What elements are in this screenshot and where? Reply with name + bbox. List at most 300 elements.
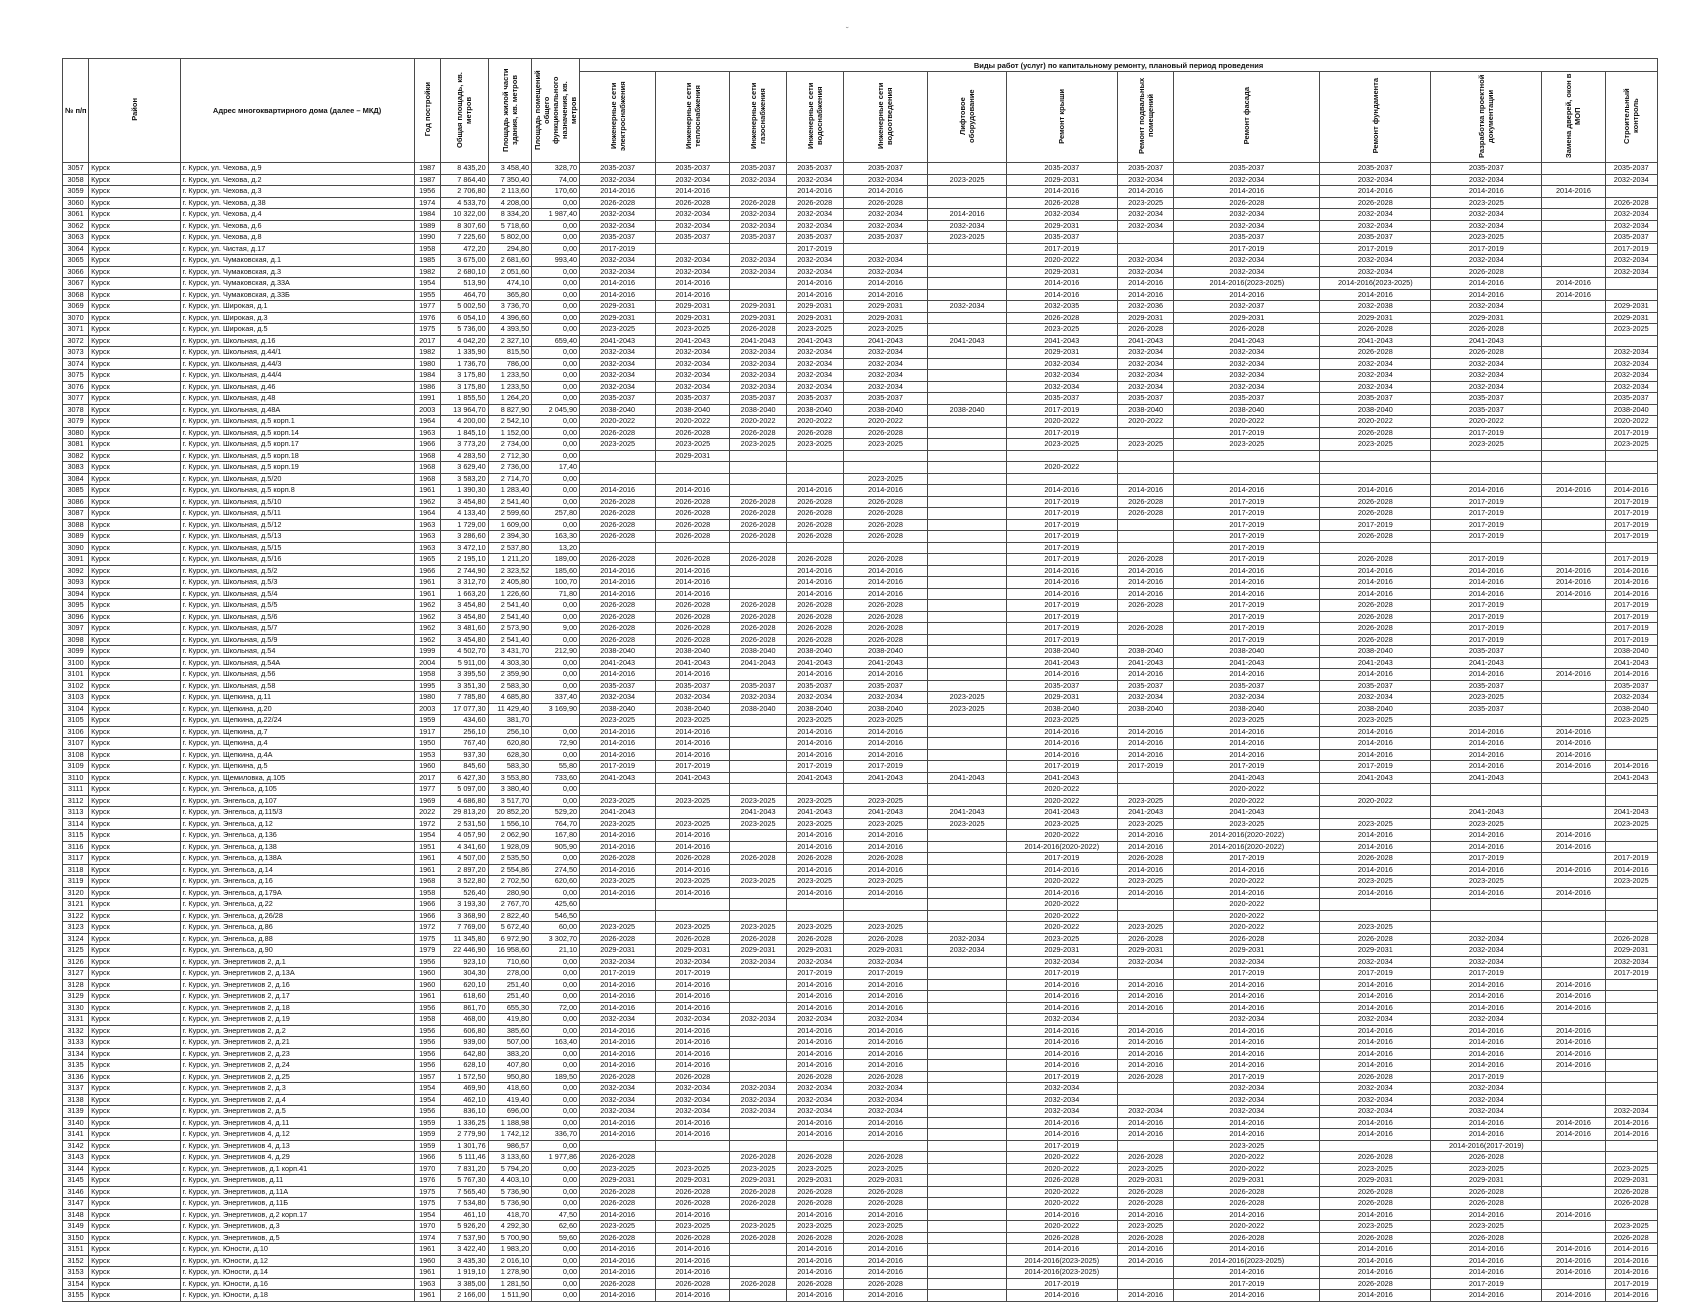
cell-sewer: 2014-2016 [843,278,928,290]
cell-living-area: 1 211,20 [488,554,532,566]
cell-living-area: 5 718,60 [488,220,532,232]
cell-doors-windows [1542,209,1605,221]
cell-roof: 2032-2034 [1006,956,1117,968]
cell-construction-control: 2029-2031 [1605,312,1657,324]
cell-num: 3082 [63,450,89,462]
cell-heating: 2026-2028 [656,554,730,566]
cell-water: 2026-2028 [786,1232,843,1244]
cell-roof: 2014-2016 [1006,1209,1117,1221]
cell-heating: 2014-2016 [656,726,730,738]
cell-district: Курск [89,289,180,301]
cell-foundation: 2014-2016 [1320,1209,1431,1221]
cell-roof: 2014-2016 [1006,1117,1117,1129]
cell-design-docs: 2041-2043 [1431,657,1542,669]
cell-total-area: 1 572,50 [440,1071,488,1083]
cell-roof: 2017-2019 [1006,853,1117,865]
cell-sewer: 2017-2019 [843,968,928,980]
cell-doors-windows: 2014-2016 [1542,979,1605,991]
cell-district: Курск [89,715,180,727]
cell-heating: 2014-2016 [656,830,730,842]
cell-facade: 2032-2034 [1174,956,1320,968]
cell-roof: 2029-2031 [1006,174,1117,186]
cell-sewer: 2014-2016 [843,1048,928,1060]
cell-heating: 2014-2016 [656,841,730,853]
cell-living-area: 1 233,50 [488,370,532,382]
table-row [63,220,1658,232]
cell-water [786,542,843,554]
cell-design-docs: 2014-2016 [1431,1267,1542,1279]
cell-living-area: 2 323,52 [488,565,532,577]
cell-num: 3107 [63,738,89,750]
cell-elevator [928,243,1006,255]
cell-living-area: 294,80 [488,243,532,255]
cell-elevator [928,542,1006,554]
cell-facade: 2032-2034 [1174,1083,1320,1095]
cell-living-area: 2 537,80 [488,542,532,554]
cell-doors-windows: 2014-2016 [1542,726,1605,738]
table-row [63,289,1658,301]
cell-water: 2014-2016 [786,979,843,991]
cell-electric: 2035-2037 [580,163,656,175]
cell-num: 3151 [63,1244,89,1256]
cell-basement: 2023-2025 [1117,197,1174,209]
cell-basement: 2023-2025 [1117,876,1174,888]
cell-basement [1117,243,1174,255]
cell-facade: 2014-2016 [1174,1209,1320,1221]
cell-basement: 2014-2016 [1117,1048,1174,1060]
cell-total-area: 5 926,20 [440,1221,488,1233]
cell-num: 3072 [63,335,89,347]
cell-basement: 2014-2016 [1117,726,1174,738]
cell-sewer: 2014-2016 [843,979,928,991]
cell-total-area: 4 686,80 [440,795,488,807]
cell-sewer: 2032-2034 [843,209,928,221]
cell-sewer: 2026-2028 [843,1232,928,1244]
cell-heating: 2026-2028 [656,508,730,520]
cell-basement: 2032-2036 [1117,301,1174,313]
cell-foundation: 2014-2016 [1320,1255,1431,1267]
cell-construction-control: 2041-2043 [1605,807,1657,819]
cell-num: 3088 [63,519,89,531]
cell-year: 1984 [414,370,440,382]
cell-address: г. Курск, ул. Школьная, д.5/13 [180,531,414,543]
cell-district: Курск [89,220,180,232]
cell-num: 3137 [63,1083,89,1095]
cell-roof: 2014-2016 [1006,1025,1117,1037]
cell-living-area: 986,57 [488,1140,532,1152]
cell-elevator [928,1186,1006,1198]
cell-sewer: 2026-2028 [843,496,928,508]
cell-heating [656,243,730,255]
cell-sewer: 2023-2025 [843,876,928,888]
cell-heating: 2014-2016 [656,1267,730,1279]
cell-total-area: 1 663,20 [440,588,488,600]
cell-total-area: 464,70 [440,289,488,301]
cell-year: 1975 [414,933,440,945]
cell-design-docs [1431,542,1542,554]
cell-gas: 2038-2040 [730,703,787,715]
cell-basement [1117,715,1174,727]
cell-water: 2023-2025 [786,1221,843,1233]
cell-nonres-area: 170,60 [532,186,580,198]
cell-year: 1961 [414,485,440,497]
cell-construction-control: 2014-2016 [1605,1117,1657,1129]
cell-water: 2023-2025 [786,1163,843,1175]
cell-year: 1956 [414,1106,440,1118]
cell-doors-windows: 2014-2016 [1542,749,1605,761]
cell-basement: 2032-2034 [1117,370,1174,382]
cell-construction-control: 2032-2034 [1605,956,1657,968]
cell-elevator [928,1025,1006,1037]
cell-heating: 2032-2034 [656,174,730,186]
cell-basement: 2041-2043 [1117,807,1174,819]
cell-total-area: 3 773,20 [440,439,488,451]
cell-design-docs [1431,473,1542,485]
cell-num: 3057 [63,163,89,175]
cell-facade: 2026-2028 [1174,1198,1320,1210]
cell-water: 2032-2034 [786,347,843,359]
cell-roof: 2035-2037 [1006,393,1117,405]
table-row [63,692,1658,704]
cell-sewer: 2032-2034 [843,347,928,359]
cell-sewer: 2014-2016 [843,749,928,761]
cell-year: 1957 [414,1071,440,1083]
cell-year: 1956 [414,1060,440,1072]
cell-nonres-area: 0,00 [532,1163,580,1175]
cell-construction-control: 2026-2028 [1605,1232,1657,1244]
cell-living-area: 419,40 [488,1094,532,1106]
cell-total-area: 462,10 [440,1094,488,1106]
cell-district: Курск [89,1025,180,1037]
cell-year: 1991 [414,393,440,405]
cell-gas [730,289,787,301]
cell-water: 2026-2028 [786,933,843,945]
cell-total-area: 2 779,90 [440,1129,488,1141]
cell-sewer: 2014-2016 [843,726,928,738]
cell-basement: 2014-2016 [1117,1060,1174,1072]
table-row [63,979,1658,991]
cell-doors-windows [1542,324,1605,336]
cell-water: 2035-2037 [786,232,843,244]
cell-roof: 2023-2025 [1006,715,1117,727]
cell-living-area: 251,40 [488,979,532,991]
cell-gas: 2026-2028 [730,853,787,865]
cell-basement: 2026-2028 [1117,600,1174,612]
cell-doors-windows: 2014-2016 [1542,738,1605,750]
cell-sewer: 2029-2031 [843,312,928,324]
cell-address: г. Курск, ул. Юности, д.14 [180,1267,414,1279]
cell-sewer: 2041-2043 [843,807,928,819]
cell-nonres-area: 0,00 [532,312,580,324]
cell-district: Курск [89,1117,180,1129]
cell-num: 3108 [63,749,89,761]
cell-nonres-area: 0,00 [532,749,580,761]
cell-elevator [928,197,1006,209]
cell-living-area: 2 535,50 [488,853,532,865]
cell-heating: 2032-2034 [656,220,730,232]
cell-num: 3065 [63,255,89,267]
cell-foundation: 2032-2034 [1320,255,1431,267]
cell-year: 1966 [414,910,440,922]
cell-gas: 2041-2043 [730,807,787,819]
cell-num: 3078 [63,404,89,416]
cell-water: 2032-2034 [786,1014,843,1026]
cell-district: Курск [89,1071,180,1083]
cell-facade: 2035-2037 [1174,680,1320,692]
cell-basement: 2038-2040 [1117,404,1174,416]
cell-electric: 2014-2016 [580,278,656,290]
cell-living-area: 1 188,98 [488,1117,532,1129]
cell-water: 2035-2037 [786,393,843,405]
cell-electric: 2014-2016 [580,186,656,198]
cell-sewer: 2032-2034 [843,266,928,278]
cell-address: г. Курск, ул. Энергетиков, д.2 корп.17 [180,1209,414,1221]
cell-total-area: 7 565,40 [440,1186,488,1198]
cell-district: Курск [89,899,180,911]
cell-water: 2014-2016 [786,1060,843,1072]
cell-num: 3092 [63,565,89,577]
cell-roof: 2014-2016 [1006,186,1117,198]
cell-num: 3142 [63,1140,89,1152]
cell-doors-windows [1542,554,1605,566]
cell-roof: 2014-2016(2023-2025) [1006,1267,1117,1279]
cell-heating: 2032-2034 [656,209,730,221]
cell-design-docs: 2032-2034 [1431,1014,1542,1026]
table-header [63,59,1658,163]
cell-construction-control: 2026-2028 [1605,1186,1657,1198]
cell-facade: 2014-2016 [1174,485,1320,497]
cell-heating: 2014-2016 [656,289,730,301]
table-row [63,496,1658,508]
cell-year: 1963 [414,542,440,554]
cell-num: 3131 [63,1014,89,1026]
cell-heating: 2014-2016 [656,669,730,681]
cell-roof: 2017-2019 [1006,243,1117,255]
cell-foundation: 2017-2019 [1320,968,1431,980]
cell-heating: 2029-2031 [656,312,730,324]
cell-sewer: 2026-2028 [843,554,928,566]
cell-basement: 2035-2037 [1117,680,1174,692]
table-row [63,738,1658,750]
cell-facade: 2041-2043 [1174,335,1320,347]
cell-foundation: 2035-2037 [1320,680,1431,692]
cell-address: г. Курск, ул. Щепкина, д.4 [180,738,414,750]
cell-address: г. Курск, ул. Чехова, д.3 [180,186,414,198]
cell-num: 3146 [63,1186,89,1198]
cell-total-area: 469,90 [440,1083,488,1095]
table-row [63,899,1658,911]
cell-gas [730,910,787,922]
cell-foundation [1320,910,1431,922]
cell-doors-windows [1542,508,1605,520]
cell-gas [730,669,787,681]
cell-elevator [928,1094,1006,1106]
cell-doors-windows [1542,163,1605,175]
cell-heating: 2017-2019 [656,761,730,773]
cell-foundation: 2026-2028 [1320,1186,1431,1198]
cell-water: 2017-2019 [786,761,843,773]
cell-living-area: 2 714,70 [488,473,532,485]
cell-elevator [928,1152,1006,1164]
cell-doors-windows [1542,772,1605,784]
cell-elevator [928,1117,1006,1129]
cell-total-area: 1 301,76 [440,1140,488,1152]
cell-district: Курск [89,1175,180,1187]
cell-nonres-area: 764,70 [532,818,580,830]
cell-facade: 2017-2019 [1174,1278,1320,1290]
cell-basement: 2014-2016 [1117,1290,1174,1302]
cell-foundation: 2014-2016 [1320,979,1431,991]
cell-nonres-area: 0,00 [532,726,580,738]
cell-sewer: 2023-2025 [843,439,928,451]
cell-total-area: 8 307,60 [440,220,488,232]
cell-electric: 2032-2034 [580,220,656,232]
header-work-6: Ремонт крыши [1006,72,1117,163]
cell-basement [1117,462,1174,474]
cell-living-area: 2 016,10 [488,1255,532,1267]
cell-foundation: 2032-2034 [1320,370,1431,382]
cell-roof: 2020-2022 [1006,1163,1117,1175]
cell-doors-windows [1542,450,1605,462]
cell-address: г. Курск, ул. Чумаковская, д.3 [180,266,414,278]
cell-facade: 2014-2016 [1174,991,1320,1003]
table-row [63,301,1658,313]
cell-design-docs: 2017-2019 [1431,634,1542,646]
cell-nonres-area: 0,00 [532,324,580,336]
cell-heating: 2017-2019 [656,968,730,980]
cell-basement [1117,1267,1174,1279]
cell-elevator [928,324,1006,336]
cell-basement: 2017-2019 [1117,761,1174,773]
cell-year: 1968 [414,473,440,485]
cell-num: 3100 [63,657,89,669]
cell-district: Курск [89,991,180,1003]
cell-electric: 2014-2016 [580,485,656,497]
cell-construction-control [1605,186,1657,198]
cell-total-area: 461,10 [440,1209,488,1221]
cell-district: Курск [89,784,180,796]
cell-design-docs: 2032-2034 [1431,174,1542,186]
table-row [63,703,1658,715]
cell-heating: 2014-2016 [656,738,730,750]
table-row [63,807,1658,819]
cell-basement: 2014-2016 [1117,186,1174,198]
cell-heating: 2032-2034 [656,1083,730,1095]
cell-num: 3063 [63,232,89,244]
cell-design-docs: 2014-2016 [1431,864,1542,876]
header-work-5: Лифтовое оборудование [928,72,1006,163]
cell-doors-windows [1542,381,1605,393]
cell-address: г. Курск, ул. Юности, д.10 [180,1244,414,1256]
cell-year: 1965 [414,554,440,566]
cell-elevator [928,439,1006,451]
cell-district: Курск [89,1244,180,1256]
cell-elevator [928,715,1006,727]
cell-water: 2026-2028 [786,519,843,531]
cell-water: 2014-2016 [786,1290,843,1302]
cell-doors-windows [1542,956,1605,968]
cell-basement: 2014-2016 [1117,1117,1174,1129]
cell-foundation [1320,542,1431,554]
cell-district: Курск [89,163,180,175]
cell-address: г. Курск, ул. Школьная, д.5/10 [180,496,414,508]
cell-electric: 2014-2016 [580,565,656,577]
cell-num: 3069 [63,301,89,313]
cell-total-area: 11 345,80 [440,933,488,945]
cell-sewer: 2032-2034 [843,692,928,704]
cell-living-area: 710,60 [488,956,532,968]
cell-foundation: 2041-2043 [1320,335,1431,347]
cell-district: Курск [89,197,180,209]
cell-district: Курск [89,1290,180,1302]
cell-nonres-area: 0,00 [532,243,580,255]
cell-address: г. Курск, ул. Чистая, д.17 [180,243,414,255]
cell-year: 1956 [414,1002,440,1014]
cell-construction-control [1605,1209,1657,1221]
cell-gas [730,864,787,876]
cell-foundation: 2014-2016 [1320,1037,1431,1049]
cell-total-area: 17 077,30 [440,703,488,715]
cell-foundation: 2023-2025 [1320,715,1431,727]
cell-district: Курск [89,519,180,531]
cell-heating: 2032-2034 [656,956,730,968]
cell-electric: 2014-2016 [580,1025,656,1037]
cell-water [786,1140,843,1152]
cell-total-area: 526,40 [440,887,488,899]
cell-elevator [928,1014,1006,1026]
cell-sewer: 2026-2028 [843,611,928,623]
cell-gas [730,979,787,991]
cell-basement: 2026-2028 [1117,324,1174,336]
cell-heating: 2023-2025 [656,324,730,336]
cell-doors-windows [1542,393,1605,405]
cell-elevator [928,749,1006,761]
cell-district: Курск [89,370,180,382]
cell-doors-windows: 2014-2016 [1542,991,1605,1003]
cell-basement: 2014-2016 [1117,991,1174,1003]
cell-total-area: 3 583,20 [440,473,488,485]
cell-doors-windows [1542,255,1605,267]
cell-foundation [1320,1140,1431,1152]
cell-roof: 2026-2028 [1006,1232,1117,1244]
cell-year: 1961 [414,1244,440,1256]
cell-nonres-area: 0,00 [532,1117,580,1129]
cell-elevator [928,1290,1006,1302]
cell-elevator: 2032-2034 [928,933,1006,945]
cell-district: Курск [89,841,180,853]
cell-design-docs: 2032-2034 [1431,1094,1542,1106]
cell-district: Курск [89,531,180,543]
cell-elevator: 2041-2043 [928,772,1006,784]
cell-living-area: 4 685,80 [488,692,532,704]
cell-water: 2023-2025 [786,324,843,336]
cell-living-area: 407,80 [488,1060,532,1072]
cell-living-area: 2 541,40 [488,611,532,623]
cell-construction-control [1605,784,1657,796]
cell-heating: 2026-2028 [656,623,730,635]
cell-basement: 2026-2028 [1117,554,1174,566]
cell-district: Курск [89,1083,180,1095]
cell-district: Курск [89,1002,180,1014]
cell-electric: 2026-2028 [580,1152,656,1164]
cell-total-area: 304,30 [440,968,488,980]
cell-sewer: 2026-2028 [843,600,928,612]
cell-elevator [928,910,1006,922]
cell-facade: 2017-2019 [1174,519,1320,531]
cell-water: 2014-2016 [786,485,843,497]
table-row [63,1244,1658,1256]
cell-gas: 2023-2025 [730,922,787,934]
